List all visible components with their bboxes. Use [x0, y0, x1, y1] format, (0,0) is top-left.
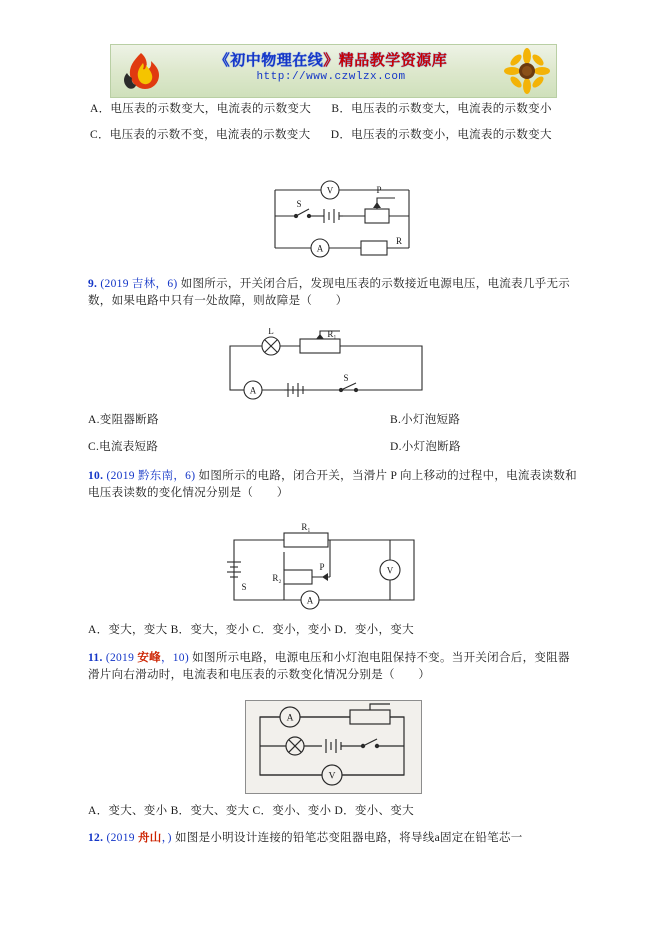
banner-url[interactable]: http://www.czwlzx.com — [256, 71, 406, 83]
q9-option-a: A.变阻器断路 — [88, 414, 159, 426]
q9-source: (2019 吉林，6) — [100, 278, 178, 290]
q10-switch-label: S — [241, 582, 247, 592]
q8-voltmeter-label: V — [326, 185, 334, 196]
q10-question — [88, 468, 578, 502]
q10-options: A．变大，变大 B．变大，变小 C．变小，变小 D．变小，变大 — [88, 624, 414, 636]
q10-circuit-diagram — [222, 522, 437, 612]
q9-text: 如图所示，开关闭合后，发现电压表的示数接近电源电压，电流表几乎无示数，如果电路中只有一处故障，则故障是（ ） — [88, 278, 571, 307]
q8-resistor-label: R — [395, 236, 403, 246]
q9-option-d: D.小灯泡断路 — [390, 441, 461, 453]
q9-rheostat-label: R₁ — [327, 329, 337, 339]
q10-voltmeter-label: V — [386, 565, 394, 576]
q9-question — [88, 276, 573, 310]
q10-number: 10. — [88, 470, 104, 482]
q8-option-a: A．电压表的示数变大，电流表的示数变大 — [90, 103, 312, 115]
q8-option-row-1 — [90, 102, 552, 117]
q10-slider-label: P — [319, 562, 325, 572]
banner-title-right: 》精品教学资源库 — [323, 53, 448, 69]
q9-lamp-label: L — [268, 328, 274, 336]
q11-source-open: (2019 — [105, 652, 138, 664]
q12-source-close: ，) — [161, 832, 172, 844]
q8-option-b: B．电压表的示数变大，电流表的示数变小 — [331, 103, 552, 115]
q8-switch-label: S — [296, 199, 302, 209]
q11-voltmeter-label: V — [328, 771, 336, 782]
q9-switch-label: S — [343, 373, 349, 383]
banner-title — [181, 49, 481, 70]
q11-text: 如图所示电路，电源电压和小灯泡电阻保持不变。当开关闭合后，变阻器滑片向右滑动时，电流表和电压表的示数变化情况分别是（ ） — [88, 652, 570, 681]
q12-question — [88, 830, 580, 847]
q9-option-b: B.小灯泡短路 — [390, 414, 461, 426]
q10-source: (2019 黔东南，6) — [106, 470, 196, 482]
q11-ammeter-label: A — [286, 713, 294, 724]
q11-circuit-photo — [245, 700, 422, 794]
q10-r1-label: R₁ — [301, 522, 311, 532]
q12-source-open: (2019 — [106, 832, 138, 844]
q11-source-city: 安峰 — [137, 652, 161, 664]
q8-ammeter-label: A — [316, 243, 324, 254]
q9-number: 9. — [88, 278, 98, 290]
q12-source-city: 舟山 — [137, 832, 162, 844]
q11-circuit-diagram — [246, 701, 419, 791]
q11-source-close: ，10) — [160, 652, 189, 664]
q9-circuit-diagram — [222, 328, 437, 403]
q8-option-c: C．电压表的示数不变，电流表的示数变大 — [90, 129, 311, 141]
q9-ammeter-label: A — [249, 385, 257, 396]
q9-option-c: C.电流表短路 — [88, 441, 159, 453]
sunflower-icon — [504, 48, 550, 94]
q11-options: A．变大、变小 B．变大、变大 C．变小、变小 D．变小、变大 — [88, 805, 414, 817]
q10-ammeter-label: A — [306, 595, 314, 606]
banner-title-left: 《 — [214, 53, 231, 69]
q8-circuit-diagram — [265, 158, 420, 268]
q8-rheostat-label: P — [376, 185, 382, 195]
q12-text: 如图是小明设计连接的铅笔芯变阻器电路，将导线a固定在铅笔芯一 — [174, 832, 523, 844]
flame-icon — [121, 51, 165, 91]
q12-number: 12. — [88, 832, 104, 844]
site-banner — [110, 44, 557, 98]
q11-question — [88, 650, 580, 684]
q10-text: 如图所示的电路，闭合开关，当滑片 P 向上移动的过程中，电流表读数和电压表读数的变化情况分别是（ ） — [88, 470, 577, 499]
q8-option-d: D．电压表的示数变小，电流表的示数变大 — [330, 129, 552, 141]
q8-option-row-2 — [90, 128, 552, 143]
q10-r2-label: R₂ — [272, 573, 282, 583]
q11-number: 11. — [88, 652, 103, 664]
banner-title-main: 初中物理在线 — [230, 53, 324, 69]
